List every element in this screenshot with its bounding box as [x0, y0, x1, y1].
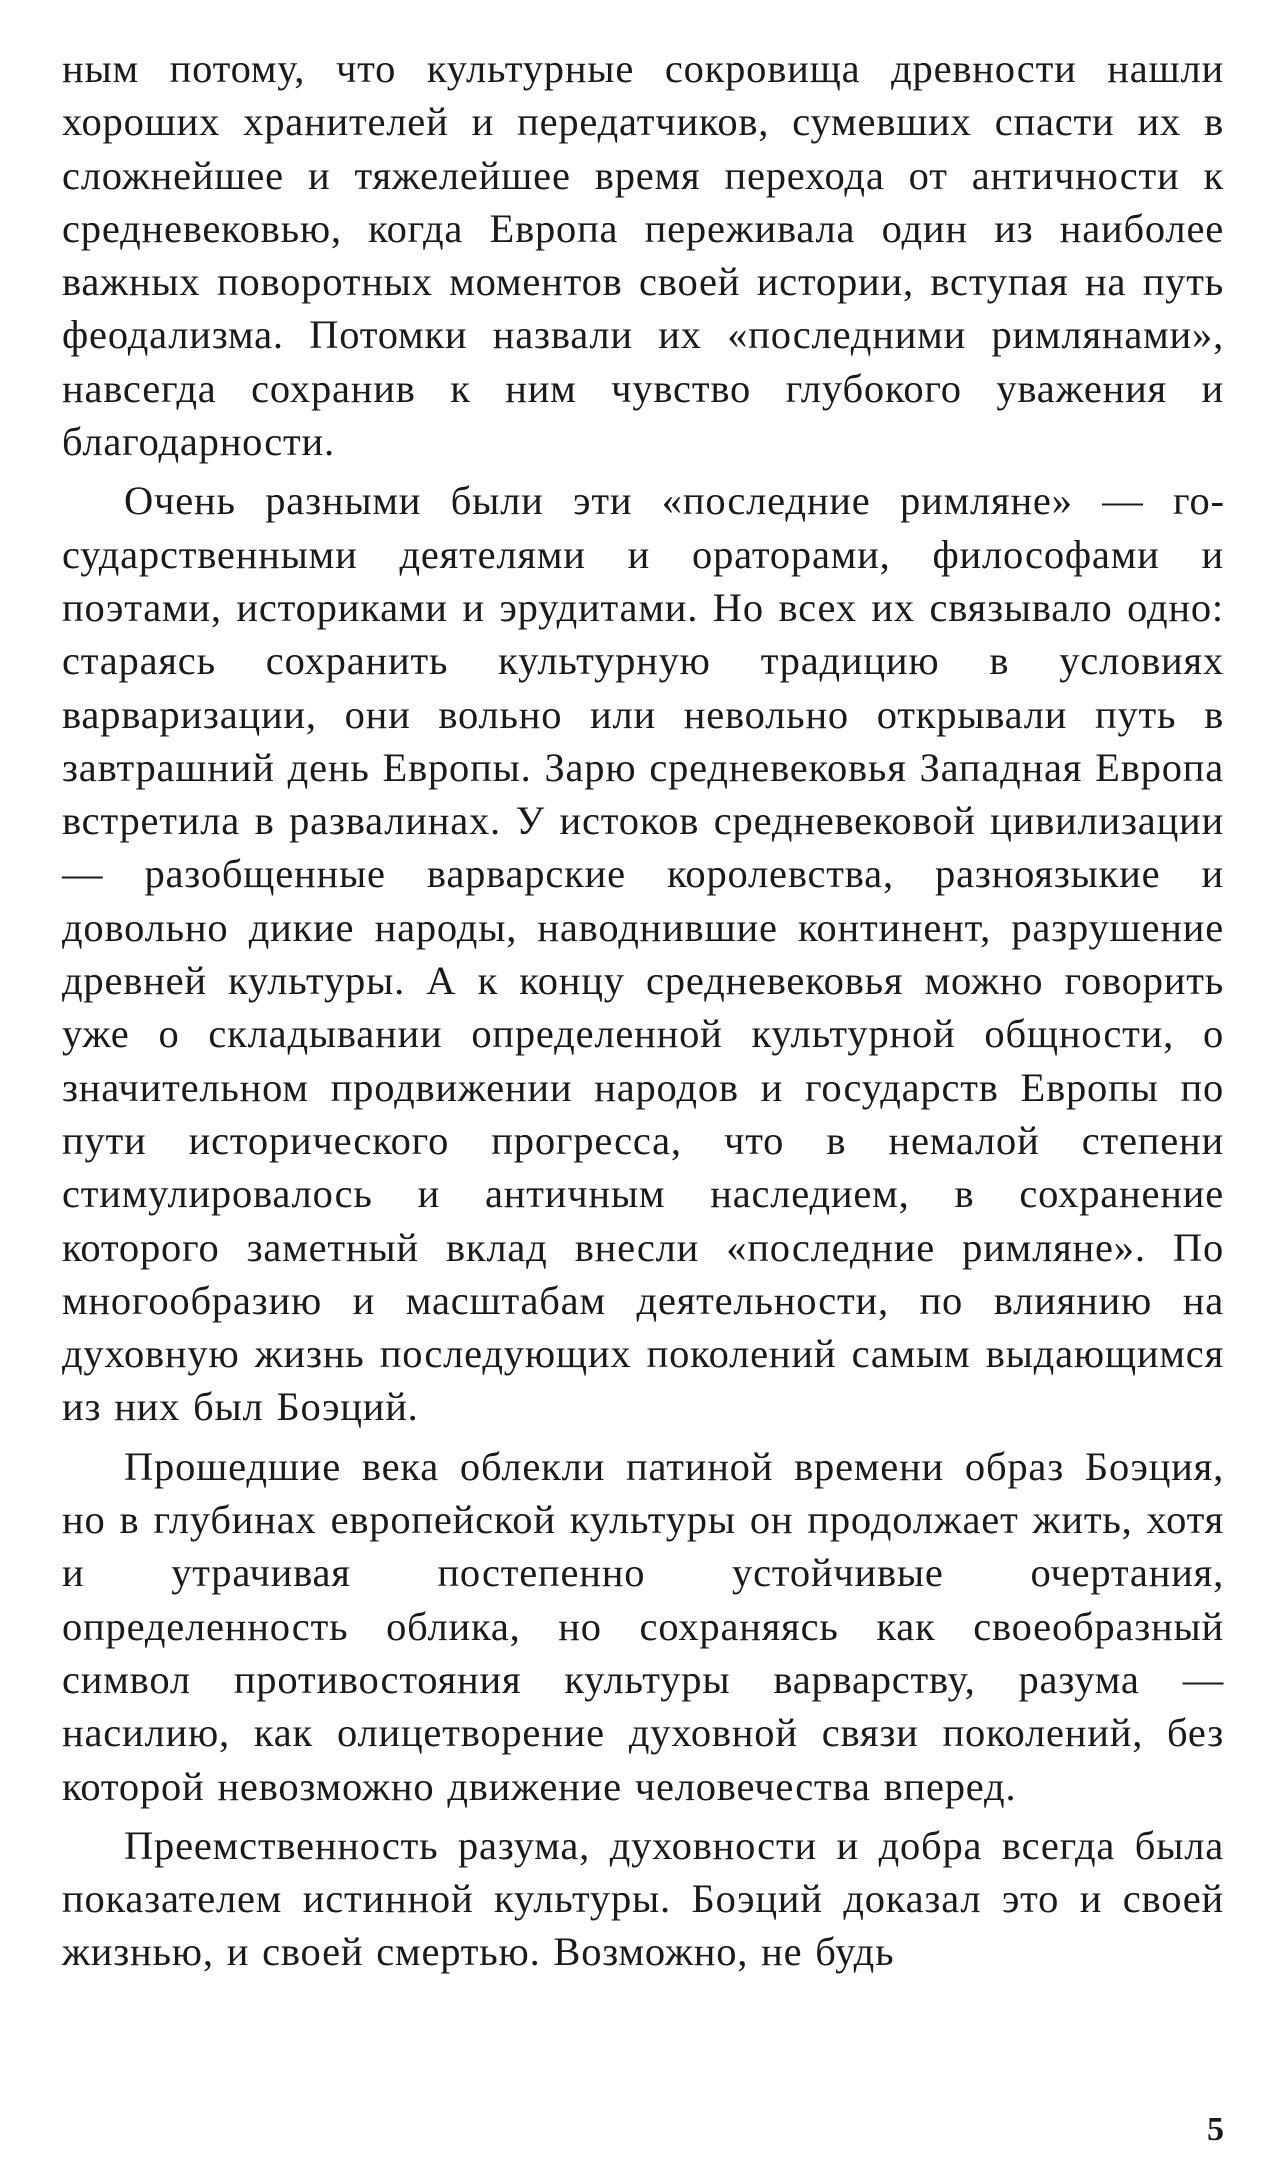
page-body	[62, 42, 1224, 1979]
paragraph-1: ным потому, что культурные сокровища древности нашли хороших хранителей и передатчиков, сумевших спасти их в сложнейшее и тяжелейшее время перехода от античности к средневековью, когда Европа переживала один из наиболее важных поворотных моментов своей истории, вступая на путь феодализма. Потомки назвали их «последними римлянами», навсегда сохранив к ним чувство глубокого уважения и благодарности.	[62, 46, 1224, 465]
page-number: 5	[1207, 2111, 1224, 2148]
paragraph-4: Преемственность разума, духовности и добра всегда была показателем истинной культуры. Боэций доказал это и своей жизнью, и своей смертью. Возможно, не будь	[62, 1822, 1224, 1975]
paragraph-3: Прошедшие века облекли патиной времени образ Боэция, но в глубинах европейской культуры он продолжает жить, хотя и утрачивая постепенно устойчивые очертания, определенность облика, но сохраняясь как своеобразный символ противостояния культуры варварству, разума — насилию, как олицетворение духовной связи поколений, без которой невозможно движение человечества вперед.	[62, 1443, 1224, 1809]
paragraph-2: Очень разными были эти «последние римляне» — государственными деятелями и ораторами, философами и поэтами, историками и эрудитами. Но всех их связывало одно: стараясь сохранить культурную традицию в условиях варваризации, они вольно или невольно открывали путь в завтрашний день Европы. Зарю средневековья Западная Европа встретила в развалинах. У истоков средневековой цивилизации — разобщенные варварские королевства, разноязыкие и довольно дикие народы, наводнившие континент, разрушение древней культуры. А к концу средневековья можно говорить уже о складывании определенной культурной общности, о значительном продвижении народов и государств Европы по пути исторического прогресса, что в немалой степени стимулировалось и античным наследием, в сохранение которого заметный вклад внесли «последние римляне». По многообразию и масштабам деятельности, по влиянию на духовную жизнь последующих поколений самым выдающимся из них был Боэций.	[62, 478, 1224, 1430]
